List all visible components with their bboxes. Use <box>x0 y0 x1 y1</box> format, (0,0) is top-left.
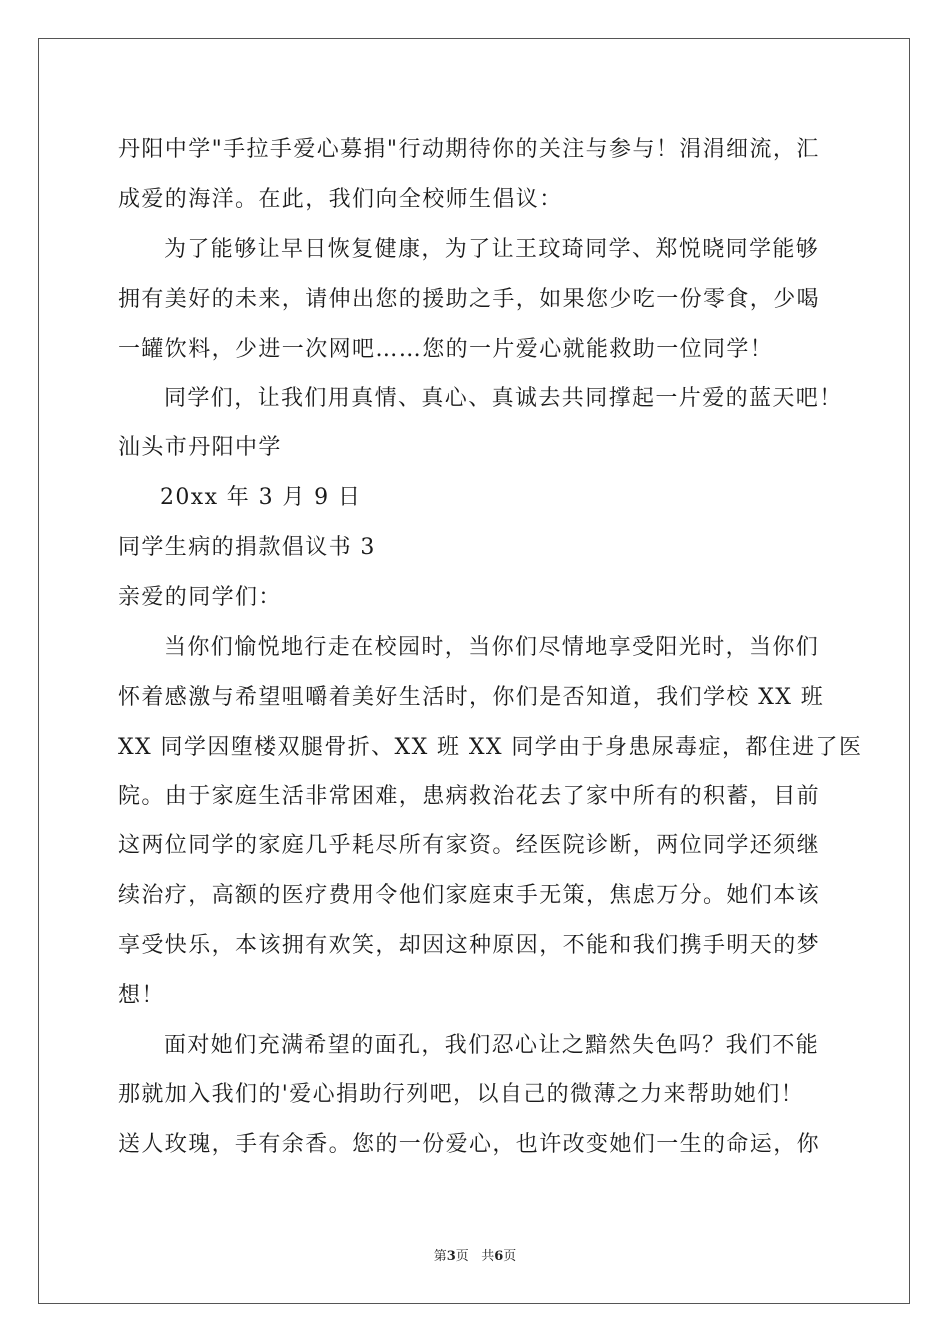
paragraph-line: 怀着感激与希望咀嚼着美好生活时，你们是否知道，我们学校 XX 班 <box>118 685 825 710</box>
footer-suffix: 页 <box>503 1249 517 1264</box>
page-border <box>38 38 910 1304</box>
paragraph-line: 成爱的海洋。在此，我们向全校师生倡议： <box>118 187 563 212</box>
signature-date: 20xx 年 3 月 9 日 <box>160 485 362 510</box>
paragraph-line: 当你们愉悦地行走在校园时，当你们尽情地享受阳光时，当你们 <box>164 635 820 660</box>
total-pages-number: 6 <box>494 1249 504 1264</box>
paragraph-line: 送人玫瑰，手有余香。您的一份爱心，也许改变她们一生的命运，你 <box>118 1132 821 1157</box>
paragraph-line: 丹阳中学"手拉手爱心募捐"行动期待你的关注与参与！涓涓细流，汇 <box>118 137 820 162</box>
paragraph-line: 一罐饮料，少进一次网吧……您的一片爱心就能救助一位同学！ <box>118 337 774 362</box>
salutation: 亲爱的同学们： <box>118 585 282 610</box>
paragraph-line: 为了能够让早日恢复健康，为了让王玟琦同学、郑悦晓同学能够 <box>164 237 820 262</box>
paragraph-line: XX 同学因堕楼双腿骨折、XX 班 XX 同学由于身患尿毒症，都住进了医 <box>118 735 863 760</box>
paragraph-line: 面对她们充满希望的面孔，我们忍心让之黯然失色吗？我们不能 <box>164 1033 820 1058</box>
page-footer <box>0 1245 950 1264</box>
paragraph-line: 同学们，让我们用真情、真心、真诚去共同撑起一片爱的蓝天吧！ <box>164 386 843 411</box>
paragraph-line: 拥有美好的未来，请伸出您的援助之手，如果您少吃一份零食，少喝 <box>118 287 821 312</box>
paragraph-line: 想！ <box>118 983 165 1008</box>
footer-mid: 页 共 <box>455 1249 495 1264</box>
paragraph-line: 享受快乐，本该拥有欢笑，却因这种原因，不能和我们携手明天的梦 <box>118 933 821 958</box>
section-title: 同学生病的捐款倡议书 3 <box>118 535 376 560</box>
paragraph-line: 这两位同学的家庭几乎耗尽所有家资。经医院诊断，两位同学还须继 <box>118 833 821 858</box>
signature-org: 汕头市丹阳中学 <box>118 435 282 460</box>
paragraph-line: 续治疗，高额的医疗费用令他们家庭束手无策，焦虑万分。她们本该 <box>118 883 821 908</box>
footer-prefix: 第 <box>433 1249 447 1264</box>
current-page-number: 3 <box>446 1249 456 1264</box>
paragraph-line: 院。由于家庭生活非常困难，患病救治花去了家中所有的积蓄，目前 <box>118 784 821 809</box>
paragraph-line: 那就加入我们的'爱心捐助行列吧，以自己的微薄之力来帮助她们！ <box>118 1082 805 1107</box>
